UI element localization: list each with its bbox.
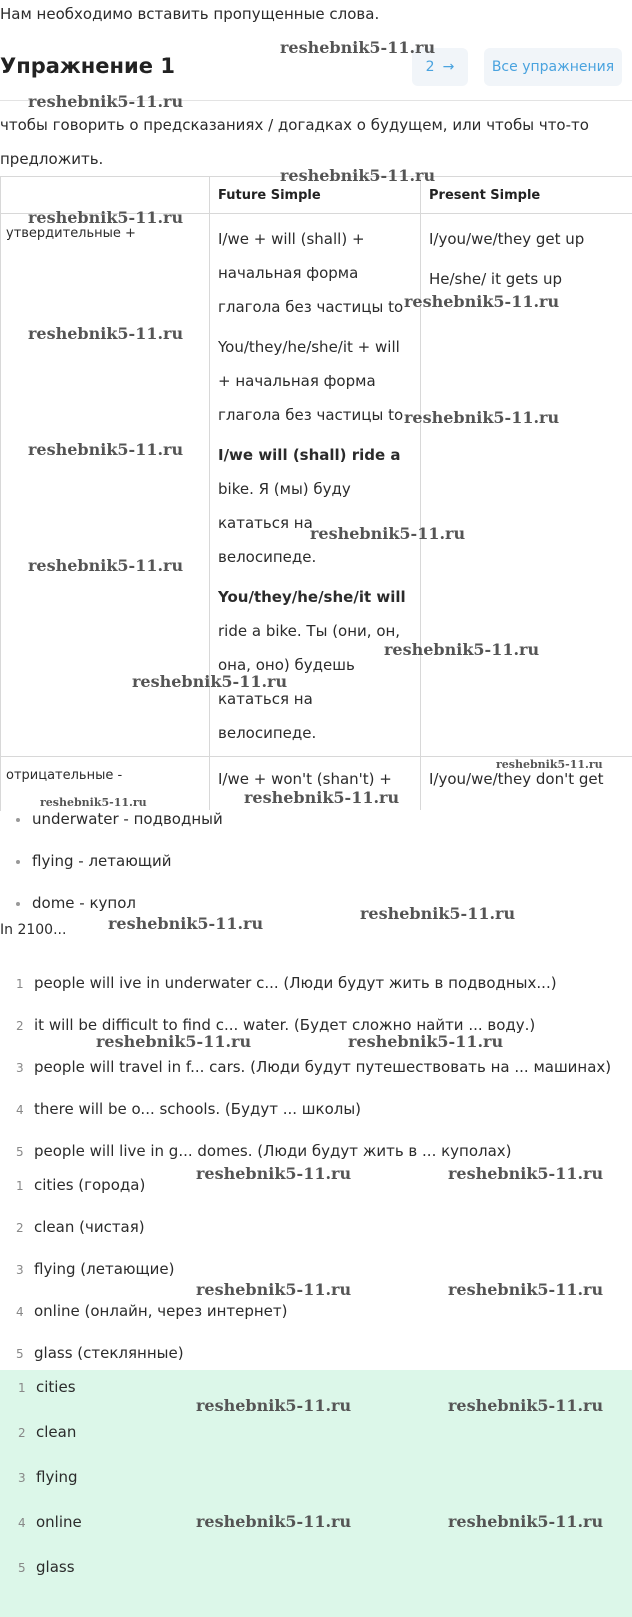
watermark: reshebnik5-11.ru <box>108 914 264 933</box>
partial-text-line: чтобы говорить о предсказаниях / догадках о будущем, или чтобы что-то <box>0 116 589 134</box>
list-item: 5 glass (стеклянные) <box>16 1344 184 1362</box>
watermark: reshebnik5-11.ru <box>404 292 560 311</box>
cell-line: He/she/ it gets up <box>429 270 562 288</box>
page-number: 2 <box>425 59 435 75</box>
bullet-icon <box>16 818 20 822</box>
list-item: 3 flying (летающие) <box>16 1260 175 1278</box>
watermark: reshebnik5-11.ru <box>348 1032 504 1051</box>
watermark: reshebnik5-11.ru <box>496 758 603 771</box>
list-item-text: clean <box>36 1423 77 1441</box>
list-item <box>16 810 223 828</box>
list-item <box>16 894 136 912</box>
list-item-text: flying (летающие) <box>34 1260 175 1278</box>
list-item <box>16 852 171 870</box>
present-affirmative-cell <box>429 222 619 296</box>
cell-line: ride a bike. Ты (они, он, <box>218 622 401 640</box>
in-year-text: In 2100... <box>0 922 67 938</box>
watermark: reshebnik5-11.ru <box>196 1164 352 1183</box>
cell-line: bike. Я (мы) буду <box>218 480 351 498</box>
partial-text-line-2: предложить. <box>0 150 104 168</box>
watermark: reshebnik5-11.ru <box>448 1164 604 1183</box>
cell-line: глагола без частицы to <box>218 406 404 424</box>
list-item: 5 people will live in g... domes. (Люди будут жить в ... куполах) <box>16 1142 512 1160</box>
watermark: reshebnik5-11.ru <box>196 1280 352 1299</box>
future-affirmative-cell <box>218 222 408 750</box>
watermark: reshebnik5-11.ru <box>280 38 436 57</box>
intro-text: Нам необходимо вставить пропущенные слова. <box>0 5 380 23</box>
row-label-negative: отрицательные - <box>6 768 123 783</box>
watermark: reshebnik5-11.ru <box>280 166 436 185</box>
list-item-text: online (онлайн, через интернет) <box>34 1302 288 1320</box>
cell-line: You/they/he/she/it + will <box>218 338 400 356</box>
bullet-icon <box>16 902 20 906</box>
list-item-text: glass <box>36 1558 75 1576</box>
cell-line: она, оно) будешь <box>218 656 355 674</box>
watermark: reshebnik5-11.ru <box>96 1032 252 1051</box>
list-item: 3 flying <box>18 1468 78 1486</box>
list-item: 2 it will be difficult to find c... water. (Будет сложно найти ... воду.) <box>16 1016 536 1034</box>
cell-line: + начальная форма <box>218 372 376 390</box>
list-item: 2 clean (чистая) <box>16 1218 145 1236</box>
all-exercises-button[interactable]: Все упражнения <box>484 48 622 86</box>
cell-line: кататься на <box>218 514 313 532</box>
cell-line: начальная форма <box>218 264 359 282</box>
cell-line: You/they/he/she/it will <box>218 588 406 606</box>
watermark: reshebnik5-11.ru <box>244 788 400 807</box>
watermark: reshebnik5-11.ru <box>196 1396 352 1415</box>
list-item-text: it will be difficult to find c... water. (Будет сложно найти ... воду.) <box>34 1016 536 1034</box>
table-col-divider <box>209 176 210 810</box>
cell-line: велосипеде. <box>218 548 317 566</box>
cell-line: глагола без частицы to <box>218 298 404 316</box>
table-header-future: Future Simple <box>218 188 321 203</box>
cell-line: I/we will (shall) ride a <box>218 446 401 464</box>
watermark: reshebnik5-11.ru <box>384 640 540 659</box>
list-item: 5 glass <box>18 1558 75 1576</box>
list-item: 4 online (онлайн, через интернет) <box>16 1302 288 1320</box>
cell-line: велосипеде. <box>218 724 317 742</box>
watermark: reshebnik5-11.ru <box>132 672 288 691</box>
list-item-text: there will be o... schools. (Будут ... школы) <box>34 1100 362 1118</box>
list-item-text: dome - купол <box>32 894 136 912</box>
cell-line: I/you/we/they get up <box>429 230 585 248</box>
table-header-present: Present Simple <box>429 188 541 203</box>
list-item-text: people will live in g... domes. (Люди будут жить в ... куполах) <box>34 1142 512 1160</box>
list-item-text: flying - летающий <box>32 852 172 870</box>
list-item: 2 clean <box>18 1423 77 1441</box>
watermark: reshebnik5-11.ru <box>448 1396 604 1415</box>
watermark: reshebnik5-11.ru <box>28 208 184 227</box>
table-col-divider <box>420 176 421 810</box>
watermark: reshebnik5-11.ru <box>40 796 147 809</box>
arrow-right-icon: → <box>442 59 455 75</box>
future-negative-cell: I/we + won't (shan't) + <box>218 770 392 788</box>
watermark: reshebnik5-11.ru <box>28 440 184 459</box>
watermark: reshebnik5-11.ru <box>404 408 560 427</box>
watermark: reshebnik5-11.ru <box>448 1280 604 1299</box>
list-item-text: people will travel in f... cars. (Люди будут путешествовать на ... машинах) <box>34 1058 612 1076</box>
watermark: reshebnik5-11.ru <box>360 904 516 923</box>
watermark: reshebnik5-11.ru <box>28 556 184 575</box>
list-item: 4 online <box>18 1513 82 1531</box>
watermark: reshebnik5-11.ru <box>28 324 184 343</box>
cell-line: кататься на <box>218 690 313 708</box>
watermark: reshebnik5-11.ru <box>196 1512 352 1531</box>
row-label-affirmative: утвердительные + <box>6 226 136 241</box>
list-item: 1 cities (города) <box>16 1176 146 1194</box>
watermark: reshebnik5-11.ru <box>28 92 184 111</box>
list-item: 1 people will ive in underwater c... (Люди будут жить в подводных...) <box>16 974 557 992</box>
list-item-text: clean (чистая) <box>34 1218 145 1236</box>
watermark: reshebnik5-11.ru <box>448 1512 604 1531</box>
list-item: 1 cities <box>18 1378 76 1396</box>
cell-line: I/we + will (shall) + <box>218 230 365 248</box>
list-item-text: people will ive in underwater c... (Люди будут жить в подводных...) <box>34 974 557 992</box>
present-negative-cell: I/you/we/they don't get <box>429 770 604 788</box>
list-item: 3 people will travel in f... cars. (Люди будут путешествовать на ... машинах) <box>16 1058 612 1076</box>
table-row-divider <box>0 756 632 757</box>
list-item-text: cities <box>36 1378 76 1396</box>
bullet-icon <box>16 860 20 864</box>
list-item-text: online <box>36 1513 82 1531</box>
list-item: 4 there will be o... schools. (Будут ... школы) <box>16 1100 362 1118</box>
list-item-text: underwater - подводный <box>32 810 223 828</box>
watermark: reshebnik5-11.ru <box>310 524 466 543</box>
list-item-text: cities (города) <box>34 1176 146 1194</box>
list-item-text: glass (стеклянные) <box>34 1344 184 1362</box>
exercise-title: Упражнение 1 <box>0 54 175 78</box>
list-item-text: flying <box>36 1468 78 1486</box>
